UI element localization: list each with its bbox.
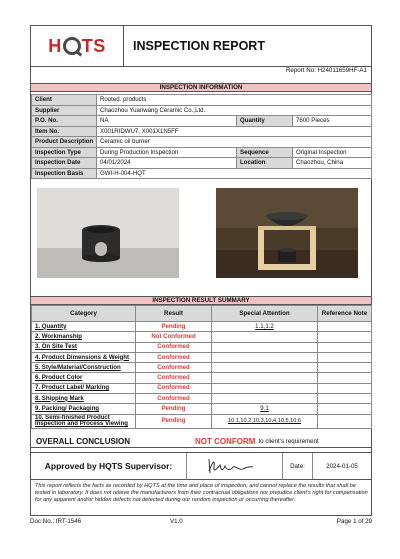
title-cell: [124, 26, 371, 66]
product-value: Ceramic oil burner: [97, 137, 372, 148]
table-header-row: [32, 306, 372, 322]
special-attention-cell: [212, 373, 318, 383]
table-row: [32, 158, 372, 169]
special-attention-cell: 1.1,1.2: [212, 322, 318, 332]
quantity-value: 7600 Pieces: [293, 116, 372, 127]
special-attention-cell: [212, 352, 318, 362]
approval-row: [31, 452, 371, 480]
approval-date-value: 2024-01-05: [326, 462, 358, 470]
special-attention-cell: [212, 332, 318, 342]
basis-value: GWI-H-004-HQT: [97, 168, 372, 179]
category-cell: 4. Product Dimensions & Weight: [32, 352, 136, 362]
table-row: [32, 126, 372, 137]
result-cell: Conformed: [136, 363, 212, 373]
reference-note-cell: [318, 373, 372, 383]
summary-bar: INSPECTION RESULT SUMMARY: [31, 296, 371, 305]
product-label: Product Description: [32, 137, 97, 148]
special-attention-cell: [212, 394, 318, 404]
reference-note-cell: [318, 394, 372, 404]
basis-label: Inspection Basis: [32, 168, 97, 179]
table-row: [32, 342, 372, 352]
product-photo-front: [37, 188, 179, 278]
result-cell: Conformed: [136, 352, 212, 362]
item-label: Item No.: [32, 126, 97, 137]
client-value: Rooted. products: [97, 95, 372, 106]
product-photos: [31, 183, 371, 291]
category-cell: 3. On Site Test: [32, 342, 136, 352]
table-row: [32, 332, 372, 342]
po-value: NA: [97, 116, 237, 127]
table-row: [32, 404, 372, 414]
product-photo-inner: [216, 188, 358, 278]
supplier-value: Chaozhou Yuanwang Ceramic Co.,Ltd.: [97, 105, 372, 116]
inspection-info-table: [31, 94, 372, 179]
category-cell: 2. Workmanship: [32, 332, 136, 342]
result-cell: Pending: [136, 404, 212, 414]
overall-conclusion-suffix: to client's requirement: [258, 438, 319, 445]
table-row: [32, 414, 372, 428]
table-row: [32, 105, 372, 116]
table-row: [32, 147, 372, 158]
logo-cell: [31, 26, 124, 66]
result-cell: Conformed: [136, 394, 212, 404]
supervisor-signature: [187, 453, 283, 479]
type-label: Inspection Type: [32, 147, 97, 158]
logo-q-icon: [63, 37, 81, 55]
approval-date-label: Date:: [283, 453, 313, 479]
category-cell: 10. Semi-finished Product Inspection and Process Viewing: [32, 414, 136, 428]
reference-note-cell: [318, 352, 372, 362]
doc-number: Doc No.: IRT-1546: [30, 518, 82, 525]
po-label: P.O. No.: [32, 116, 97, 127]
date-value: 04/01/2024: [97, 158, 237, 169]
result-cell: Pending: [136, 322, 212, 332]
hqts-logo: H TS: [48, 35, 106, 56]
table-row: [32, 383, 372, 393]
result-summary-table: [31, 305, 372, 429]
special-attention-cell: [212, 363, 318, 373]
item-value: X001RIDWU7, X001X1N5FF: [97, 126, 372, 137]
reference-note-cell: [318, 363, 372, 373]
reference-note-cell: [318, 322, 372, 332]
category-cell: 1. Quantity: [32, 322, 136, 332]
reference-note-cell: [318, 332, 372, 342]
approval-label: Approved by HQTS Supervisor:: [31, 453, 187, 479]
quantity-label: Quantity: [237, 116, 293, 127]
page-number: Page 1 of 29: [336, 518, 372, 525]
type-value: During Production Inspection: [97, 147, 237, 158]
result-cell: Pending: [136, 414, 212, 428]
sequence-label: Sequence: [237, 147, 293, 158]
result-cell: Conformed: [136, 373, 212, 383]
table-row: [32, 322, 372, 332]
page-footer: [30, 518, 372, 528]
category-cell: 6. Product Color: [32, 373, 136, 383]
category-cell: 9. Packing/ Packaging: [32, 404, 136, 414]
result-cell: Conformed: [136, 383, 212, 393]
report-number: Report No: H24011659HF-A1: [285, 67, 367, 74]
sequence-value: Original Inspection: [293, 147, 372, 158]
version: V1.0: [170, 518, 183, 525]
disclaimer-text: This report reflects the facts as recorded by HQTS at the time and place of inspection, and cannot replace the results that shall be tested in laboratory. It does not relieve the manufacturers from their contractual obligations nor prejudice client's right for compensation for any apparent and/or hidden defects not detected during our random inspection or occurring thereafter.: [35, 483, 368, 503]
table-row: [32, 394, 372, 404]
reference-note-cell: [318, 414, 372, 428]
inspection-info-bar: INSPECTION INFORMATION: [31, 83, 371, 92]
reference-note-cell: [318, 342, 372, 352]
overall-conclusion-value: NOT CONFORM: [195, 437, 256, 446]
category-cell: 5. Style/Material/Construction: [32, 363, 136, 373]
special-attention-cell: 9.1: [212, 404, 318, 414]
special-attention-cell: 10.1,10.2,10.3,10.4,10.5,10.6: [212, 414, 318, 428]
table-row: [32, 168, 372, 179]
category-cell: 7. Product Label/ Marking: [32, 383, 136, 393]
reference-note-cell: [318, 404, 372, 414]
location-label: Location: [237, 158, 293, 169]
result-header: Result: [136, 306, 212, 322]
overall-conclusion: [31, 436, 371, 448]
location-value: Chaozhou, China: [293, 158, 372, 169]
table-row: [32, 95, 372, 106]
reference-note-cell: [318, 383, 372, 393]
reference-note-header: Reference Note: [318, 306, 372, 322]
category-cell: 8. Shipping Mark: [32, 394, 136, 404]
client-label: Client: [32, 95, 97, 106]
result-cell: Conformed: [136, 342, 212, 352]
table-row: [32, 373, 372, 383]
overall-conclusion-label: OVERALL CONCLUSION: [35, 437, 131, 446]
table-row: [32, 363, 372, 373]
special-attention-cell: [212, 383, 318, 393]
table-row: [32, 352, 372, 362]
category-header: Category: [32, 306, 136, 322]
special-attention-cell: [212, 342, 318, 352]
table-row: [32, 137, 372, 148]
supplier-label: Supplier: [32, 105, 97, 116]
page-title: INSPECTION REPORT: [133, 39, 265, 53]
report-page: [30, 25, 372, 516]
date-label: Inspection Date: [32, 158, 97, 169]
special-attention-header: Special Attention: [212, 306, 318, 322]
report-header: [31, 26, 371, 76]
table-row: [32, 116, 372, 127]
result-cell: Not Conformed: [136, 332, 212, 342]
